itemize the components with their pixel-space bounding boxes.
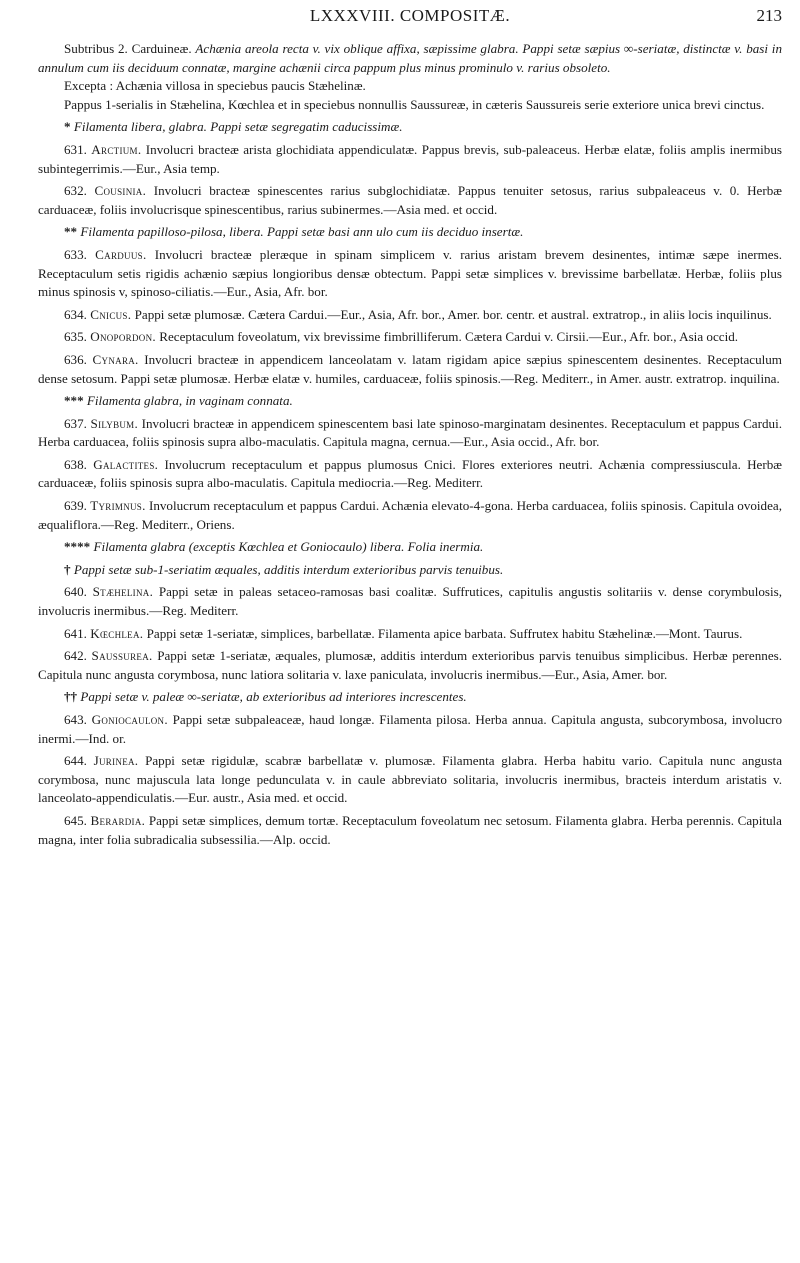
pappus-paragraph: Pappus 1-serialis in Stæhelina, Kœchlea et in speciebus nonnullis Saussureæ, in cæteris Saussureis serie exteriore unica brevi cinctus. (64, 96, 765, 112)
section-heading-text: Filamenta glabra, in vaginam connata. (86, 393, 293, 409)
entry-number: 643. (64, 712, 87, 727)
entry-text: Pappi setæ rigidulæ, scabræ barbellatæ v. plumosæ. Filamenta glabra. Herba habitu vario. Capitula nunc angusta corymbosa, nunc majuscula lata longe pedunculata v. in caule abbreviato solitaria, involucris inermibus, bracteis interdum aristatis v. lanceolato-appendiculatis.—Eur. austr., Asia med. et occid. (38, 753, 783, 806)
entry-number: 635. (64, 329, 87, 345)
genus-name: Stæhelina. (92, 584, 154, 600)
genus-name: Cousinia. (94, 183, 147, 199)
entry-number: 639. (64, 498, 87, 514)
entry-text: Pappi setæ in paleas setaceo-ramosas basi coalitæ. Suffrutices, capitulis angustis solitariis v. dense corymbulosis, involucris inermibus.—Reg. Mediterr. (38, 584, 782, 619)
section-heading-text: Filamenta glabra (exceptis Kœchlea et Goniocaulo) libera. Folia inermia. (93, 539, 484, 555)
genus-name: Onopordon. (90, 329, 156, 345)
subsection-heading-text: Pappi setæ v. paleæ ∞-seriatæ, ab exterioribus ad interiores increscentes. (80, 689, 467, 705)
subtribe-paragraph (38, 40, 782, 77)
genus-name: Saussurea. (91, 648, 153, 664)
subsection-heading (38, 688, 782, 707)
genus-entry (38, 182, 782, 219)
entry-text: Pappi setæ 1-seriatæ, simplices, barbellatæ. Filamenta apice barbata. Suffrutex habitu Stæhelinæ.—Mont. Taurus. (146, 625, 743, 641)
genus-name: Carduus. (95, 246, 147, 262)
entry-text: Receptaculum foveolatum, vix brevissime fimbrilliferum. Cætera Cardui v. Cirsii.—Eur., Afr. bor., Asia occid. (159, 329, 739, 345)
genus-entry (38, 415, 782, 452)
entry-text: Pappi setæ subpaleaceæ, haud longæ. Filamenta pilosa. Herba annua. Capitula angusta, subcorymbosa, involucro inermi.—Ind. or. (38, 712, 782, 746)
genus-entry (38, 625, 782, 644)
entry-number: 632. (64, 183, 87, 199)
section-heading-text: Filamenta papilloso-pilosa, libera. Pappi setæ basi ann ulo cum iis deciduo insertæ. (80, 224, 524, 240)
entry-number: 637. (64, 415, 87, 431)
entry-number: 631. (64, 141, 87, 157)
running-head (38, 0, 782, 40)
genus-entry (38, 752, 782, 808)
genus-entry (38, 583, 782, 620)
entry-text: Pappi setæ 1-seriatæ, æquales, plumosæ, additis interdum exterioribus parvis tenuibus simplicibus. Herbæ perennes. Capitula nunc angusta corymbosa, nunc latiora solitaria v. laxe paniculata, involucris inermibus.—Eur., Asia, Amer. bor. (38, 648, 782, 682)
section-marker: * (64, 119, 71, 135)
entry-text: Pappi setæ plumosæ. Cætera Cardui.—Eur., Asia, Afr. bor., Amer. bor. centr. et austral. extratrop., in aliis locis inquilinus. (134, 306, 772, 322)
genus-name: Silybum. (90, 415, 139, 431)
section-heading (38, 392, 782, 411)
genus-entry (38, 497, 782, 534)
genus-entry (38, 141, 782, 178)
section-heading (38, 538, 782, 557)
genus-entry (38, 711, 782, 748)
entry-text: Involucri bracteæ pleræque in spinam simplicem v. rarius aristam brevem desinentes, intimæ sæpe inermes. Receptaculum setis rigidis achænio sæpius longioribus densæ obtectum. Pappi setæ simplices v. brevissime barbellatæ. Herbæ, foliis plus minus spinosis v, spinoso-ciliatis.—Eur., Asia, Afr. bor. (38, 246, 782, 300)
subtribe-label: Subtribus 2. (64, 41, 128, 56)
genus-entry (38, 351, 782, 388)
entry-text: Involucri bracteæ in appendicem spinescentem basi late spinoso-marginatam desinentes. Receptaculum et pappus Cardui. Herba carduacea, foliis spinosis supra albo-maculatis. Capitula magna, cernua.—Eur., Asia occid., Afr. bor. (38, 415, 782, 450)
entry-text: Involucri bracteæ arista glochidiata appendiculatæ. Pappus brevis, sub-paleaceus. Herbæ elatæ, foliis amplis inermibus subintegerrimis.—Eur., Asia temp. (38, 141, 782, 176)
entry-number: 641. (64, 625, 87, 641)
genus-name: Galactites. (93, 456, 159, 472)
entry-number: 638. (64, 456, 87, 472)
section-marker: **** (64, 539, 91, 555)
entry-text: Involucri bracteæ spinescentes rarius subglochidiatæ. Pappus tenuiter setosus, rarius subpaleaceus v. 0. Herbæ carduaceæ, foliis involucrisque spinescentibus, rarius subinermes.—Asia med. et occid. (38, 183, 782, 217)
entry-text: Involucrum receptaculum et pappus Cardui. Achænia elevato-4-gona. Herba carduacea, foliis spinosis. Capitula ovoidea, æqualiflora.—Reg. Mediterr., Oriens. (38, 498, 782, 532)
section-heading (38, 118, 782, 137)
section-marker: *** (64, 393, 84, 409)
entry-text: Involucrum receptaculum et pappus plumosus Cnici. Flores exteriores neutri. Achænia compressiuscula. Herbæ carduaceæ, foliis spinosis supra albo-maculatis. Capitula mediocria.—Reg. Mediterr. (38, 456, 783, 491)
genus-name: Jurinea. (93, 753, 139, 769)
page (38, 0, 782, 853)
entry-number: 636. (64, 351, 87, 367)
dagger-marker: †† (64, 689, 78, 705)
subtribe-description: Achænia areola recta v. vix oblique affixa, sæpissime glabra. Pappi setæ sæpius ∞-seriatæ, distinctæ v. basi in annulum cum iis deciduum connatæ, margine achænii circa pappum plus minus prominulo v. rarius obsoleto. (38, 41, 782, 75)
genus-entry (38, 456, 782, 493)
body-text (38, 40, 782, 849)
subsection-heading-text: Pappi setæ sub-1-seriatim æquales, additis interdum exterioribus parvis tenuibus. (73, 561, 504, 577)
entry-number: 642. (64, 648, 87, 664)
entry-number: 634. (64, 306, 87, 322)
genus-name: Berardia. (90, 812, 146, 828)
entry-number: 633. (64, 246, 87, 262)
genus-name: Goniocaulon. (91, 712, 168, 727)
entry-number: 640. (64, 584, 87, 600)
genus-name: Kœchlea. (90, 625, 144, 641)
exception-paragraph: Excepta : Achænia villosa in speciebus paucis Stæhelinæ. (64, 78, 366, 94)
subtribe-name: Carduineæ. (131, 41, 192, 56)
page-number: 213 (756, 6, 782, 25)
entry-number: 644. (64, 753, 87, 769)
genus-name: Tyrimnus. (90, 498, 146, 514)
genus-entry (38, 647, 782, 684)
genus-entry (38, 306, 782, 325)
genus-entry (38, 812, 782, 849)
section-heading (38, 223, 782, 242)
genus-name: Cnicus. (90, 306, 132, 322)
genus-name: Arctium. (91, 141, 142, 157)
section-heading-text: Filamenta libera, glabra. Pappi setæ segregatim caducissimæ. (73, 119, 403, 135)
genus-name: Cynara. (92, 351, 139, 367)
entry-text: Pappi setæ simplices, demum tortæ. Receptaculum foveolatum nec setosum. Filamenta glabra. Herba perennis. Capitula magna, inter folia subradicalia subsessilia.—Alp. occid. (38, 812, 782, 847)
genus-entry (38, 246, 782, 302)
entry-text: Involucri bracteæ in appendicem lanceolatam v. latam rigidam apice sæpius spinescentem desinentes. Receptaculum dense setosum. Pappi setæ plumosæ. Herbæ elatæ v. humiles, carduaceæ, foliis spinosis.—Reg. Mediterr., in Amer. austr. extratrop. inquilina. (38, 351, 782, 386)
section-marker: ** (64, 224, 78, 240)
subsection-heading (38, 561, 782, 580)
entry-number: 645. (64, 812, 87, 828)
dagger-marker: † (64, 561, 71, 577)
running-title: LXXXVIII. COMPOSITÆ. (309, 6, 511, 25)
genus-entry (38, 328, 782, 347)
